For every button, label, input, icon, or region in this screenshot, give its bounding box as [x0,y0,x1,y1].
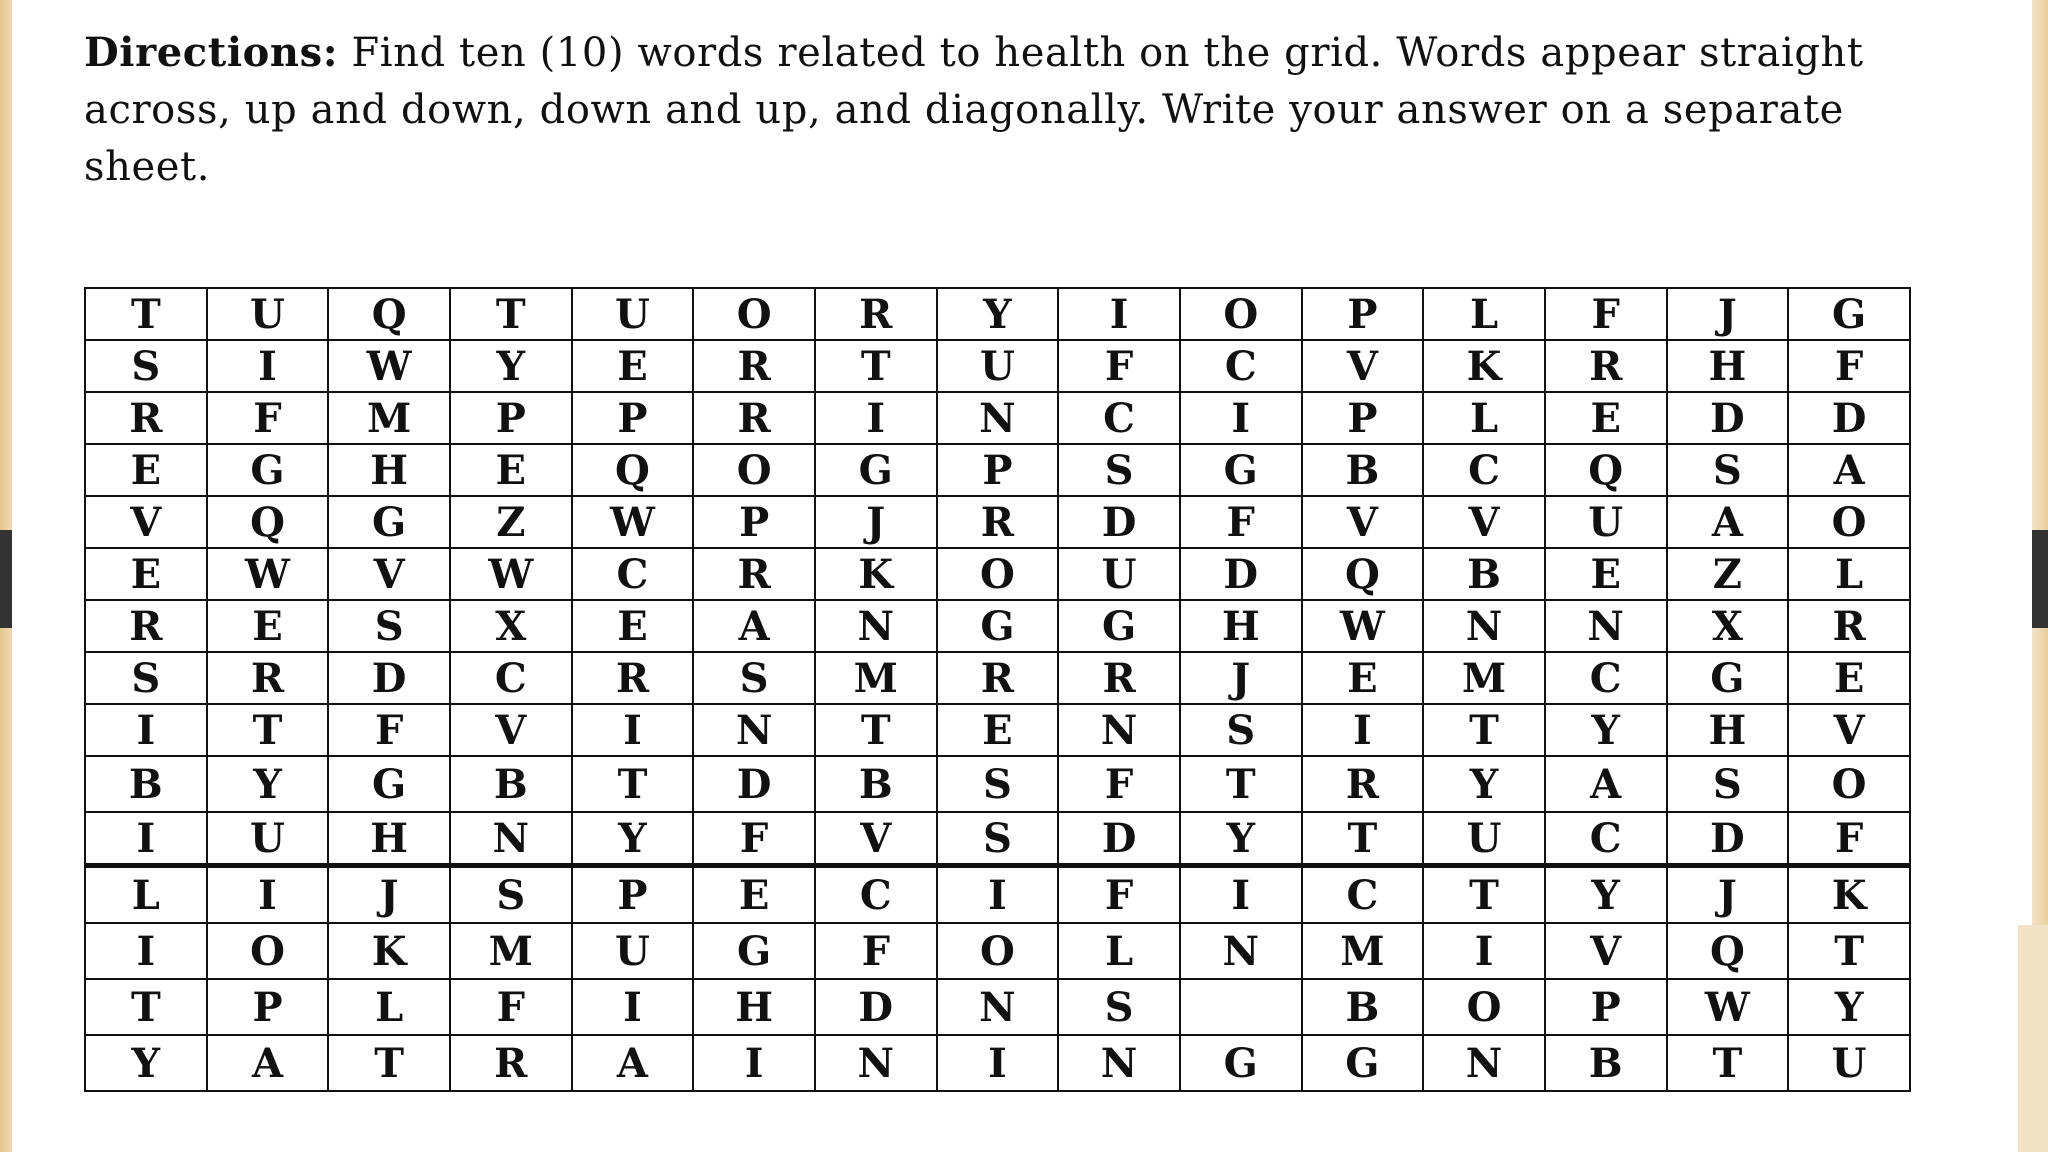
right-edge-shadow [2032,530,2048,628]
grid-cell: Q [572,444,694,496]
grid-cell [1180,979,1302,1035]
grid-row [85,288,1910,340]
grid-cell: T [207,704,329,756]
grid-cell: L [1788,548,1910,600]
grid-cell: F [1788,812,1910,866]
word-search-grid [84,287,1911,1092]
grid-cell: S [937,812,1059,866]
grid-cell: G [1667,652,1789,704]
grid-cell: S [1058,444,1180,496]
grid-cell: R [693,548,815,600]
grid-cell: B [1423,548,1545,600]
grid-cell: C [1545,652,1667,704]
grid-row [85,756,1910,812]
grid-cell: N [693,704,815,756]
grid-cell: R [937,652,1059,704]
grid-cell: C [1180,340,1302,392]
grid-cell: O [1788,756,1910,812]
grid-cell: L [85,866,207,924]
grid-cell: L [328,979,450,1035]
grid-cell: E [572,340,694,392]
grid-cell: H [328,444,450,496]
grid-cell: K [1423,340,1545,392]
right-page-edge [2032,0,2048,1152]
grid-cell: R [207,652,329,704]
grid-cell: P [937,444,1059,496]
grid-row [85,496,1910,548]
grid-cell: Y [85,1035,207,1091]
grid-cell: V [1423,496,1545,548]
grid-cell: B [1302,444,1424,496]
grid-cell: I [207,866,329,924]
grid-cell: V [85,496,207,548]
grid-cell: F [1058,756,1180,812]
grid-cell: P [1545,979,1667,1035]
grid-cell: P [1302,392,1424,444]
grid-cell: Q [1545,444,1667,496]
grid-cell: E [693,866,815,924]
grid-cell: Q [207,496,329,548]
grid-cell: O [693,444,815,496]
grid-cell: I [572,979,694,1035]
grid-cell: Y [1545,704,1667,756]
grid-row [85,812,1910,866]
right-edge-notch [2018,925,2048,1152]
grid-cell: T [85,979,207,1035]
grid-cell: N [1423,600,1545,652]
grid-cell: M [328,392,450,444]
grid-cell: I [85,812,207,866]
grid-cell: D [1667,812,1789,866]
grid-cell: C [572,548,694,600]
grid-cell: I [1180,392,1302,444]
grid-cell: W [572,496,694,548]
grid-cell: G [1180,444,1302,496]
grid-cell: T [1180,756,1302,812]
grid-cell: N [1180,923,1302,979]
grid-cell: J [1667,288,1789,340]
grid-cell: F [207,392,329,444]
grid-cell: E [937,704,1059,756]
grid-cell: W [328,340,450,392]
grid-cell: I [815,392,937,444]
grid-cell: T [1423,704,1545,756]
grid-cell: F [1180,496,1302,548]
grid-cell: E [1545,392,1667,444]
grid-cell: T [1667,1035,1789,1091]
grid-cell: F [1545,288,1667,340]
grid-cell: O [693,288,815,340]
grid-cell: N [450,812,572,866]
grid-cell: Q [1667,923,1789,979]
grid-cell: Y [937,288,1059,340]
grid-row [85,340,1910,392]
grid-cell: Q [1302,548,1424,600]
grid-cell: S [693,652,815,704]
grid-cell: Y [1423,756,1545,812]
grid-cell: X [450,600,572,652]
grid-cell: M [1302,923,1424,979]
grid-body [85,288,1910,1091]
grid-cell: J [1180,652,1302,704]
grid-cell: Y [450,340,572,392]
grid-cell: D [1058,496,1180,548]
grid-cell: B [85,756,207,812]
grid-cell: W [1302,600,1424,652]
grid-cell: F [815,923,937,979]
grid-cell: S [1667,756,1789,812]
directions-paragraph [84,24,1924,196]
grid-cell: K [328,923,450,979]
grid-cell: Y [1788,979,1910,1035]
grid-cell: T [1423,866,1545,924]
grid-cell: N [1545,600,1667,652]
grid-cell: M [450,923,572,979]
grid-cell: G [328,496,450,548]
grid-cell: F [328,704,450,756]
grid-cell: P [450,392,572,444]
grid-cell: I [85,923,207,979]
grid-cell: U [937,340,1059,392]
grid-cell: T [815,704,937,756]
grid-cell: D [1058,812,1180,866]
grid-cell: U [1545,496,1667,548]
grid-cell: P [207,979,329,1035]
grid-cell: L [1423,392,1545,444]
grid-cell: I [693,1035,815,1091]
grid-cell: Z [1667,548,1789,600]
grid-cell: C [1423,444,1545,496]
grid-cell: Y [1180,812,1302,866]
grid-cell: F [1788,340,1910,392]
grid-cell: G [1788,288,1910,340]
grid-cell: T [572,756,694,812]
grid-cell: U [1788,1035,1910,1091]
grid-cell: S [328,600,450,652]
grid-cell: I [1302,704,1424,756]
grid-cell: R [572,652,694,704]
grid-cell: E [85,548,207,600]
grid-cell: G [1058,600,1180,652]
grid-cell: I [207,340,329,392]
grid-cell: V [1788,704,1910,756]
grid-cell: L [1058,923,1180,979]
grid-cell: G [693,923,815,979]
grid-cell: U [207,812,329,866]
grid-cell: Y [1545,866,1667,924]
grid-cell: K [1788,866,1910,924]
grid-cell: R [1788,600,1910,652]
grid-cell: T [328,1035,450,1091]
grid-cell: E [207,600,329,652]
grid-cell: A [207,1035,329,1091]
grid-row [85,704,1910,756]
grid-cell: U [207,288,329,340]
grid-cell: C [1545,812,1667,866]
grid-cell: P [693,496,815,548]
grid-cell: R [85,600,207,652]
grid-cell: J [1667,866,1789,924]
grid-cell: B [1545,1035,1667,1091]
grid-cell: O [1788,496,1910,548]
left-page-edge [0,0,12,1152]
grid-cell: V [1302,496,1424,548]
grid-cell: R [693,340,815,392]
grid-cell: G [207,444,329,496]
grid-cell: U [1058,548,1180,600]
grid-cell: E [1302,652,1424,704]
grid-cell: T [85,288,207,340]
grid-cell: Y [572,812,694,866]
grid-cell: E [1788,652,1910,704]
grid-cell: N [1058,1035,1180,1091]
grid-cell: B [450,756,572,812]
grid-cell: E [85,444,207,496]
grid-cell: O [937,923,1059,979]
grid-cell: Z [450,496,572,548]
grid-cell: I [1423,923,1545,979]
grid-cell: S [937,756,1059,812]
grid-row [85,392,1910,444]
grid-cell: D [693,756,815,812]
grid-cell: J [815,496,937,548]
grid-cell: N [937,392,1059,444]
grid-row [85,444,1910,496]
grid-cell: T [1302,812,1424,866]
grid-row [85,548,1910,600]
grid-cell: S [85,340,207,392]
grid-cell: P [572,392,694,444]
grid-cell: D [1667,392,1789,444]
grid-cell: N [937,979,1059,1035]
grid-cell: W [1667,979,1789,1035]
grid-row [85,600,1910,652]
grid-cell: P [572,866,694,924]
grid-row [85,866,1910,924]
grid-cell: F [450,979,572,1035]
directions-text: Find ten (10) words related to health on the grid. Words appear straight across, up and down, down and up, and diagonally. Write your answer on a separate sheet. [84,30,1864,190]
grid-cell: F [693,812,815,866]
left-edge-shadow [0,530,12,628]
grid-cell: C [1058,392,1180,444]
grid-cell: C [450,652,572,704]
grid-row [85,1035,1910,1091]
grid-cell: N [1423,1035,1545,1091]
grid-cell: V [815,812,937,866]
grid-row [85,923,1910,979]
grid-cell: R [937,496,1059,548]
grid-cell: G [815,444,937,496]
grid-cell: I [937,866,1059,924]
grid-cell: E [450,444,572,496]
grid-cell: S [1667,444,1789,496]
grid-cell: I [1180,866,1302,924]
grid-cell: D [328,652,450,704]
grid-row [85,652,1910,704]
grid-cell: D [815,979,937,1035]
grid-cell: R [1545,340,1667,392]
grid-cell: O [1180,288,1302,340]
grid-cell: M [1423,652,1545,704]
grid-cell: T [450,288,572,340]
grid-cell: I [572,704,694,756]
grid-cell: S [450,866,572,924]
directions-label: Directions: [84,29,339,76]
grid-cell: V [1302,340,1424,392]
grid-cell: G [1180,1035,1302,1091]
grid-cell: C [1302,866,1424,924]
grid-cell: I [85,704,207,756]
grid-cell: L [1423,288,1545,340]
grid-cell: Q [328,288,450,340]
grid-cell: I [1058,288,1180,340]
grid-cell: E [1545,548,1667,600]
grid-cell: R [815,288,937,340]
grid-cell: A [1788,444,1910,496]
grid-cell: T [815,340,937,392]
grid-cell: O [207,923,329,979]
grid-cell: N [815,1035,937,1091]
grid-cell: H [328,812,450,866]
grid-cell: W [450,548,572,600]
grid-cell: X [1667,600,1789,652]
grid-cell: A [693,600,815,652]
grid-cell: P [1302,288,1424,340]
grid-cell: A [572,1035,694,1091]
grid-cell: R [1302,756,1424,812]
grid-cell: B [1302,979,1424,1035]
grid-cell: E [572,600,694,652]
grid-cell: G [328,756,450,812]
grid-cell: U [572,288,694,340]
grid-cell: B [815,756,937,812]
grid-cell: H [1667,340,1789,392]
grid-cell: S [1058,979,1180,1035]
grid-cell: N [815,600,937,652]
grid-cell: V [1545,923,1667,979]
grid-cell: U [572,923,694,979]
grid-cell: N [1058,704,1180,756]
grid-cell: H [1180,600,1302,652]
grid-cell: D [1788,392,1910,444]
grid-cell: R [450,1035,572,1091]
grid-cell: J [328,866,450,924]
grid-cell: M [815,652,937,704]
grid-cell: A [1667,496,1789,548]
grid-cell: K [815,548,937,600]
grid-cell: F [1058,340,1180,392]
grid-cell: I [937,1035,1059,1091]
grid-cell: R [693,392,815,444]
grid-cell: V [328,548,450,600]
grid-cell: R [85,392,207,444]
grid-cell: V [450,704,572,756]
grid-cell: Y [207,756,329,812]
grid-row [85,979,1910,1035]
grid-cell: G [937,600,1059,652]
grid-cell: O [937,548,1059,600]
grid-cell: T [1788,923,1910,979]
grid-cell: U [1423,812,1545,866]
grid-cell: F [1058,866,1180,924]
grid-cell: S [1180,704,1302,756]
grid-cell: H [1667,704,1789,756]
grid-cell: W [207,548,329,600]
grid-cell: D [1180,548,1302,600]
grid-cell: S [85,652,207,704]
grid-cell: C [815,866,937,924]
grid-cell: H [693,979,815,1035]
grid-cell: O [1423,979,1545,1035]
grid-cell: A [1545,756,1667,812]
grid-cell: R [1058,652,1180,704]
grid-cell: G [1302,1035,1424,1091]
